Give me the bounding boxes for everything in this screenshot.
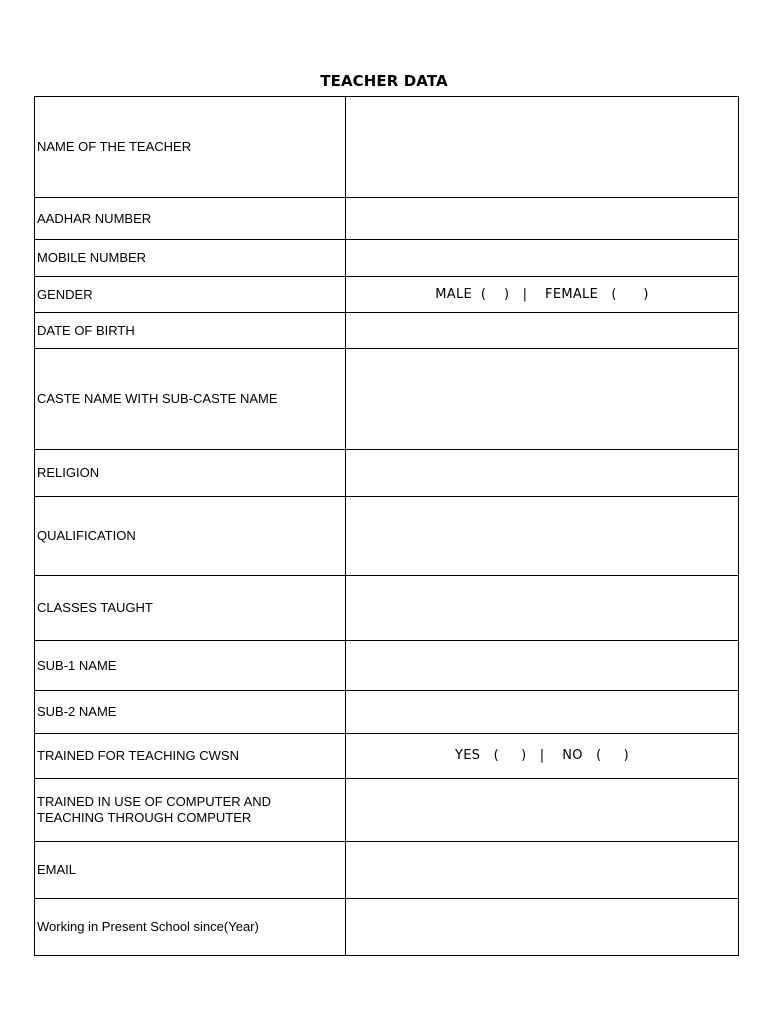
sub1-name-field[interactable] xyxy=(346,641,739,691)
religion-label: RELIGION xyxy=(35,450,346,497)
trained-cwsn-options[interactable]: YES ( ) | NO ( ) xyxy=(346,734,739,779)
row-trained-cwsn xyxy=(35,734,739,779)
aadhar-number-label: AADHAR NUMBER xyxy=(35,198,346,240)
classes-taught-label: CLASSES TAUGHT xyxy=(35,576,346,641)
row-sub2-name xyxy=(35,691,739,734)
trained-computer-field[interactable] xyxy=(346,779,739,842)
classes-taught-field[interactable] xyxy=(346,576,739,641)
qualification-label: QUALIFICATION xyxy=(35,497,346,576)
row-classes-taught xyxy=(35,576,739,641)
sub2-name-field[interactable] xyxy=(346,691,739,734)
row-religion xyxy=(35,450,739,497)
trained-computer-label-line2: TEACHING THROUGH COMPUTER xyxy=(37,810,252,825)
row-teacher-name xyxy=(35,97,739,198)
row-qualification xyxy=(35,497,739,576)
mobile-number-label: MOBILE NUMBER xyxy=(35,240,346,277)
row-caste-name xyxy=(35,349,739,450)
trained-cwsn-label: TRAINED FOR TEACHING CWSN xyxy=(35,734,346,779)
row-sub1-name xyxy=(35,641,739,691)
caste-name-field[interactable] xyxy=(346,349,739,450)
row-gender xyxy=(35,277,739,313)
teacher-name-label: NAME OF THE TEACHER xyxy=(35,97,346,198)
working-since-label: Working in Present School since(Year) xyxy=(35,899,346,956)
row-trained-computer xyxy=(35,779,739,842)
qualification-field[interactable] xyxy=(346,497,739,576)
row-aadhar-number xyxy=(35,198,739,240)
email-field[interactable] xyxy=(346,842,739,899)
religion-field[interactable] xyxy=(346,450,739,497)
trained-computer-label-line1: TRAINED IN USE OF COMPUTER AND xyxy=(37,794,272,809)
row-date-of-birth xyxy=(35,313,739,349)
caste-name-label: CASTE NAME WITH SUB-CASTE NAME xyxy=(35,349,346,450)
aadhar-number-field[interactable] xyxy=(346,198,739,240)
teacher-name-field[interactable] xyxy=(346,97,739,198)
gender-options[interactable]: MALE ( ) | FEMALE ( ) xyxy=(346,277,739,313)
row-mobile-number xyxy=(35,240,739,277)
date-of-birth-label: DATE OF BIRTH xyxy=(35,313,346,349)
trained-computer-label xyxy=(35,779,346,842)
gender-label: GENDER xyxy=(35,277,346,313)
row-working-since xyxy=(35,899,739,956)
row-email xyxy=(35,842,739,899)
sub1-name-label: SUB-1 NAME xyxy=(35,641,346,691)
mobile-number-field[interactable] xyxy=(346,240,739,277)
page-title: TEACHER DATA xyxy=(320,72,448,90)
working-since-field[interactable] xyxy=(346,899,739,956)
sub2-name-label: SUB-2 NAME xyxy=(35,691,346,734)
teacher-data-form xyxy=(34,96,739,956)
email-label: EMAIL xyxy=(35,842,346,899)
date-of-birth-field[interactable] xyxy=(346,313,739,349)
